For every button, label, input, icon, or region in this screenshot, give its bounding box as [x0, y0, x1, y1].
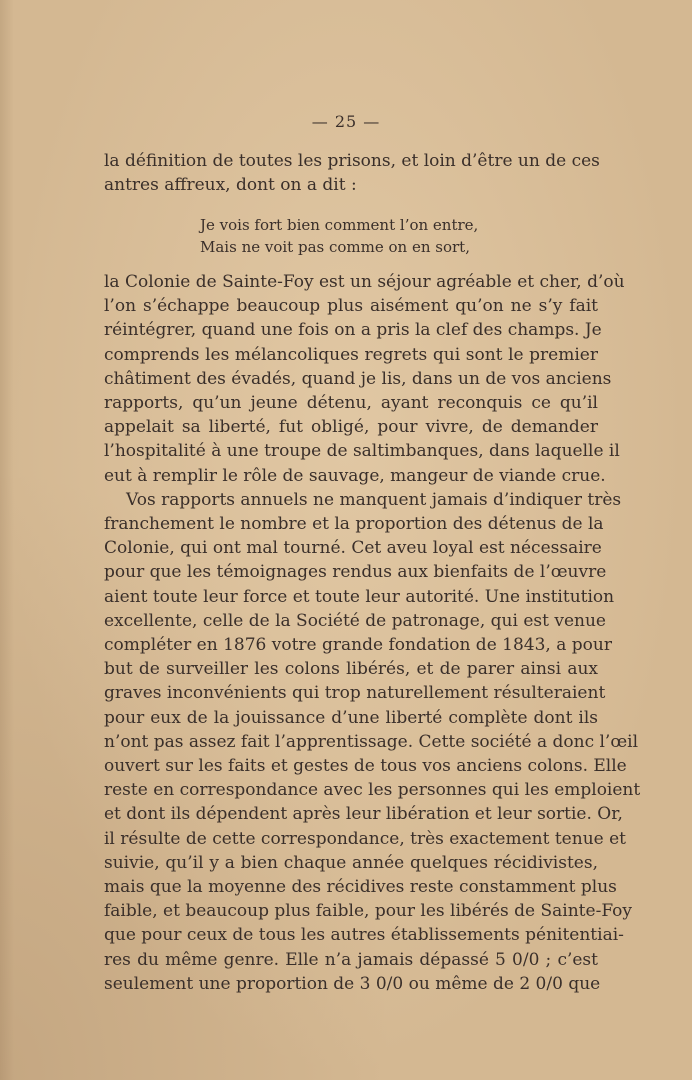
- text-line: res du même genre. Elle n’a jamais dépassé 5 0/0 ; c’est: [104, 949, 598, 970]
- text-line: franchement le nombre et la proportion des détenus de la: [104, 514, 604, 535]
- text-line: comprends les mélancoliques regrets qui sont le premier: [104, 344, 598, 365]
- text-line: il résulte de cette correspondance, très exactement tenue et: [104, 828, 626, 849]
- text-line: but de surveiller les colons libérés, et de parer ainsi aux: [104, 659, 598, 680]
- text-line: mais que la moyenne des récidives reste constamment plus: [104, 877, 617, 898]
- text-line: rapports, qu’un jeune détenu, ayant reconquis ce qu’il: [104, 393, 598, 414]
- text-line: n’ont pas assez fait l’apprentissage. Cette société a donc l’œil: [104, 731, 639, 752]
- text-line: et dont ils dépendent après leur libération et leur sortie. Or,: [104, 804, 623, 825]
- text-line: châtiment des évadés, quand je lis, dans un de vos anciens: [104, 368, 612, 389]
- verse-line: Je vois fort bien comment l’on entre,: [200, 216, 479, 234]
- text-line: ouvert sur les faits et gestes de tous vos anciens colons. Elle: [104, 756, 627, 777]
- text-line: aient toute leur force et toute leur autorité. Une institution: [104, 586, 615, 607]
- text-line: seulement une proportion de 3 0/0 ou même de 2 0/0 que: [104, 973, 601, 994]
- page-number: — 25 —: [311, 112, 381, 131]
- text-line: reste en correspondance avec les personnes qui les emploient: [104, 780, 641, 801]
- text-line: la Colonie de Sainte-Foy est un séjour agréable et cher, d’où: [104, 272, 625, 292]
- paragraph-body: [104, 270, 641, 996]
- text-line: compléter en 1876 votre grande fondation de 1843, a pour: [104, 635, 612, 656]
- text-line: réintégrer, quand une fois on a pris la clef des champs. Je: [104, 320, 602, 341]
- verse-quote: [200, 214, 520, 258]
- text-line: pour que les témoignages rendus aux bienfaits de l’œuvre: [104, 562, 607, 583]
- text-line: eut à remplir le rôle de sauvage, mangeur de viande crue.: [104, 465, 606, 486]
- text-line: la définition de toutes les prisons, et loin d’être un de ces: [104, 151, 600, 171]
- text-line: faible, et beaucoup plus faible, pour les libérés de Sainte-Foy: [104, 901, 633, 922]
- text-line: suivie, qu’il y a bien chaque année quelques récidivistes,: [104, 852, 598, 873]
- paragraph-intro: [104, 149, 598, 197]
- text-line: excellente, celle de la Société de patronage, qui est venue: [104, 610, 606, 631]
- text-line: que pour ceux de tous les autres établissements pénitentiai-: [104, 925, 624, 946]
- text-line: pour eux de la jouissance d’une liberté complète dont ils: [104, 707, 598, 728]
- text-line: antres affreux, dont on a dit :: [104, 175, 357, 196]
- text-line: l’hospitalité à une troupe de saltimbanques, dans laquelle il: [104, 441, 620, 462]
- text-line: Vos rapports annuels ne manquent jamais d’indiquer très: [126, 489, 622, 510]
- text-line: Colonie, qui ont mal tourné. Cet aveu loyal est nécessaire: [104, 538, 602, 559]
- text-line: l’on s’échappe beaucoup plus aisément qu’on ne s’y fait: [104, 296, 598, 317]
- text-line: graves inconvénients qui trop naturellement résulteraient: [104, 683, 606, 704]
- text-line: appelait sa liberté, fut obligé, pour vivre, de demander: [104, 417, 598, 438]
- verse-line: Mais ne voit pas comme on en sort,: [200, 238, 470, 256]
